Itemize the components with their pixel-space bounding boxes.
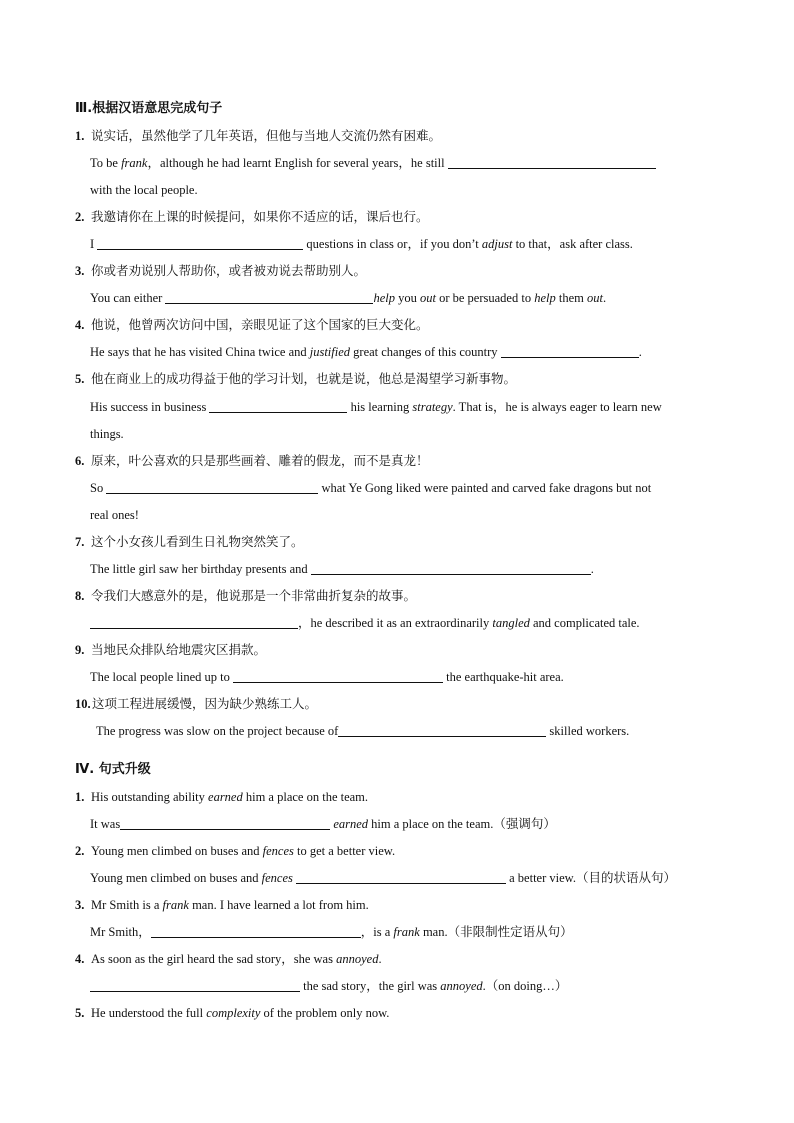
s3-q1-prompt: 说实话，虽然他学了几年英语，但他与当地人交流仍然有困难。 bbox=[91, 128, 442, 143]
keyword: strategy bbox=[412, 400, 453, 414]
s4-q4-blank[interactable] bbox=[90, 977, 300, 992]
s3-q9-chinese: 9. 当地民众排队给地震灾区捐款。 bbox=[75, 642, 267, 657]
keyword: frank bbox=[162, 898, 189, 912]
s4-q1-blank[interactable] bbox=[120, 815, 330, 830]
s3-q3-chinese: 3. 你或者劝说别人帮助你，或者被劝说去帮助别人。 bbox=[75, 263, 367, 278]
s4-q2-answer: Young men climbed on buses and fences a better view.（目的状语从句） bbox=[90, 871, 676, 885]
s3-q5-chinese: 5. 他在商业上的成功得益于他的学习计划，也就是说，他总是渴望学习新事物。 bbox=[75, 371, 517, 386]
s3-q5-blank[interactable] bbox=[209, 398, 347, 413]
s4-q5-sentence: 5. He understood the full complexity of the problem only now. bbox=[75, 1006, 390, 1020]
s3-q5-english-cont: things. bbox=[90, 427, 124, 441]
s4-q3-sentence: 3. Mr Smith is a frank man. I have learned a lot from him. bbox=[75, 898, 369, 912]
s4-q3-answer: Mr Smith， ，is a frank man.（非限制性定语从句） bbox=[90, 925, 573, 939]
s3-q10-english: The progress was slow on the project because of skilled workers. bbox=[96, 724, 630, 738]
section-3-title: Ⅲ.根据汉语意思完成句子 bbox=[75, 101, 223, 116]
keyword: tangled bbox=[492, 616, 530, 630]
s3-q1-number: 1. bbox=[75, 129, 85, 143]
s3-q6-chinese: 6. 原来，叶公喜欢的只是那些画着、雕着的假龙，而不是真龙！ bbox=[75, 453, 429, 468]
s4-q2-sentence: 2. Young men climbed on buses and fences to get a better view. bbox=[75, 844, 396, 858]
s3-q9-blank[interactable] bbox=[233, 668, 443, 683]
keyword: annoyed bbox=[336, 952, 379, 966]
s3-q3-blank[interactable] bbox=[165, 289, 373, 304]
s3-q6-english-cont: real ones! bbox=[90, 508, 139, 522]
s3-q2-chinese: 2. 我邀请你在上课的时候提问，如果你不适应的话，课后也行。 bbox=[75, 209, 429, 224]
keyword: complexity bbox=[206, 1006, 261, 1020]
s3-q9-english: The local people lined up to the earthquake-hit area. bbox=[90, 670, 564, 684]
s3-q10-chinese: 10.这项工程进展缓慢，因为缺少熟练工人。 bbox=[75, 696, 318, 711]
keyword: frank bbox=[121, 156, 148, 170]
s3-q4-blank[interactable] bbox=[501, 343, 639, 358]
s3-q8-english: ，he described it as an extraordinarily tangled and complicated tale. bbox=[90, 612, 794, 634]
s4-q4-answer: the sad story，the girl was annoyed.（on doing…） bbox=[90, 975, 794, 997]
s3-q5-english: His success in business his learning strategy. That is，he is always eager to learn new bbox=[90, 400, 662, 414]
s3-q1-english: To be frank，although he had learnt English for several years，he still bbox=[90, 152, 794, 174]
s3-q4-english: He says that he has visited China twice and justified great changes of this country . bbox=[90, 345, 642, 359]
s4-q2-blank[interactable] bbox=[296, 869, 506, 884]
keyword: earned bbox=[208, 790, 243, 804]
s3-q2-blank[interactable] bbox=[97, 235, 303, 250]
s4-q1-sentence: 1. His outstanding ability earned him a place on the team. bbox=[75, 790, 369, 804]
keyword: justified bbox=[309, 345, 351, 359]
s3-q8-chinese: 8. 令我们大感意外的是，他说那是一个非常曲折复杂的故事。 bbox=[75, 588, 417, 603]
s3-q7-chinese: 7. 这个小女孩儿看到生日礼物突然笑了。 bbox=[75, 534, 304, 549]
keyword: adjust bbox=[481, 237, 513, 251]
s3-q1-blank[interactable] bbox=[448, 154, 656, 169]
keyword: fences bbox=[262, 844, 294, 858]
s3-q1-chinese bbox=[75, 125, 794, 147]
s3-q1-english-cont: with the local people. bbox=[90, 183, 198, 197]
s3-q2-english: I questions in class or，if you don’t adjust to that，ask after class. bbox=[90, 237, 633, 251]
s3-q7-english: The little girl saw her birthday presents and . bbox=[90, 562, 594, 576]
s3-q8-blank[interactable] bbox=[90, 614, 298, 629]
s4-q1-answer: It was earned him a place on the team.（强调句） bbox=[90, 817, 556, 831]
s3-q3-english: You can either help you out or be persuaded to help them out. bbox=[90, 291, 607, 305]
s3-q4-chinese: 4. 他说，他曾两次访问中国，亲眼见证了这个国家的巨大变化。 bbox=[75, 317, 429, 332]
section-4-title: Ⅳ. 句式升级 bbox=[75, 762, 151, 777]
s3-q6-english: So what Ye Gong liked were painted and carved fake dragons but not bbox=[90, 481, 652, 495]
s4-q4-sentence: 4. As soon as the girl heard the sad story，she was annoyed. bbox=[75, 952, 382, 966]
s3-q7-blank[interactable] bbox=[311, 560, 591, 575]
s3-q6-blank[interactable] bbox=[106, 479, 318, 494]
s4-q3-blank[interactable] bbox=[151, 923, 361, 938]
s3-q10-blank[interactable] bbox=[338, 722, 546, 737]
